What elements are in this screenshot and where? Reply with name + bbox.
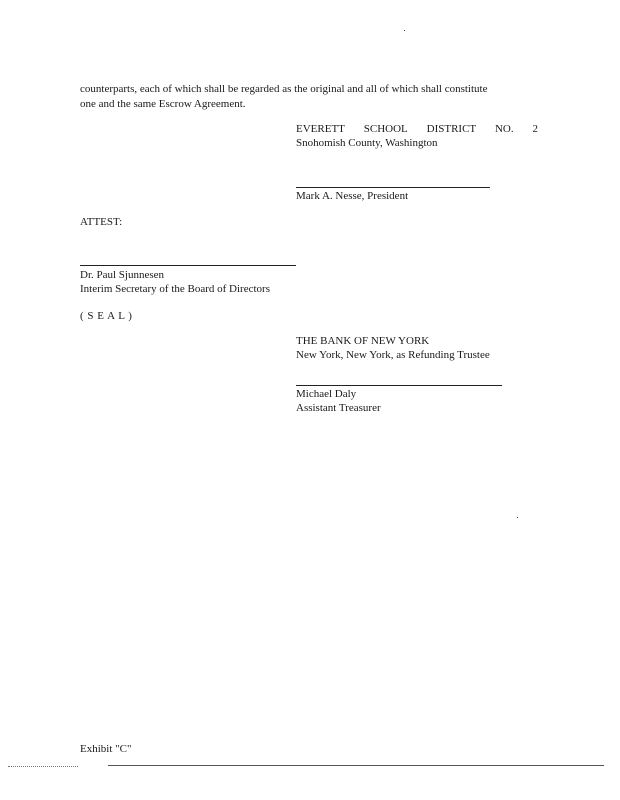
district-word-1: EVERETT: [296, 123, 345, 135]
district-word-4: NO.: [494, 123, 514, 135]
district-signature-line: [296, 187, 490, 188]
district-word-2: SCHOOL: [363, 123, 408, 135]
attest-signer-name: Dr. Paul Sjunnesen: [80, 269, 165, 281]
paragraph-line-1: counterparts, each of which shall be regarded as the original and all of which shall constitute: [80, 83, 488, 95]
district-name: [296, 122, 538, 136]
exhibit-label: Exhibit "C": [80, 743, 132, 755]
scan-speck: [404, 30, 405, 31]
scan-speck: [517, 517, 518, 518]
district-word-3: DISTRICT: [426, 123, 477, 135]
attest-signature-line: [80, 265, 296, 266]
district-signer-name: Mark A. Nesse, President: [296, 190, 409, 202]
footer-scan-artifact: [8, 766, 78, 767]
closing-paragraph: [80, 82, 538, 112]
attest-signer-title: Interim Secretary of the Board of Directors: [80, 283, 270, 295]
trustee-signer-name: Michael Daly: [296, 388, 357, 400]
seal-label: ( S E A L ): [80, 310, 133, 322]
trustee-signature-line: [296, 385, 502, 386]
district-word-5: 2: [532, 123, 538, 135]
footer-rule: [108, 765, 604, 766]
attest-label: ATTEST:: [80, 216, 123, 228]
district-county: Snohomish County, Washington: [296, 137, 438, 149]
paragraph-line-2: one and the same Escrow Agreement.: [80, 98, 246, 110]
trustee-name: THE BANK OF NEW YORK: [296, 335, 430, 347]
trustee-signer-title: Assistant Treasurer: [296, 402, 381, 414]
trustee-location: New York, New York, as Refunding Trustee: [296, 349, 490, 361]
